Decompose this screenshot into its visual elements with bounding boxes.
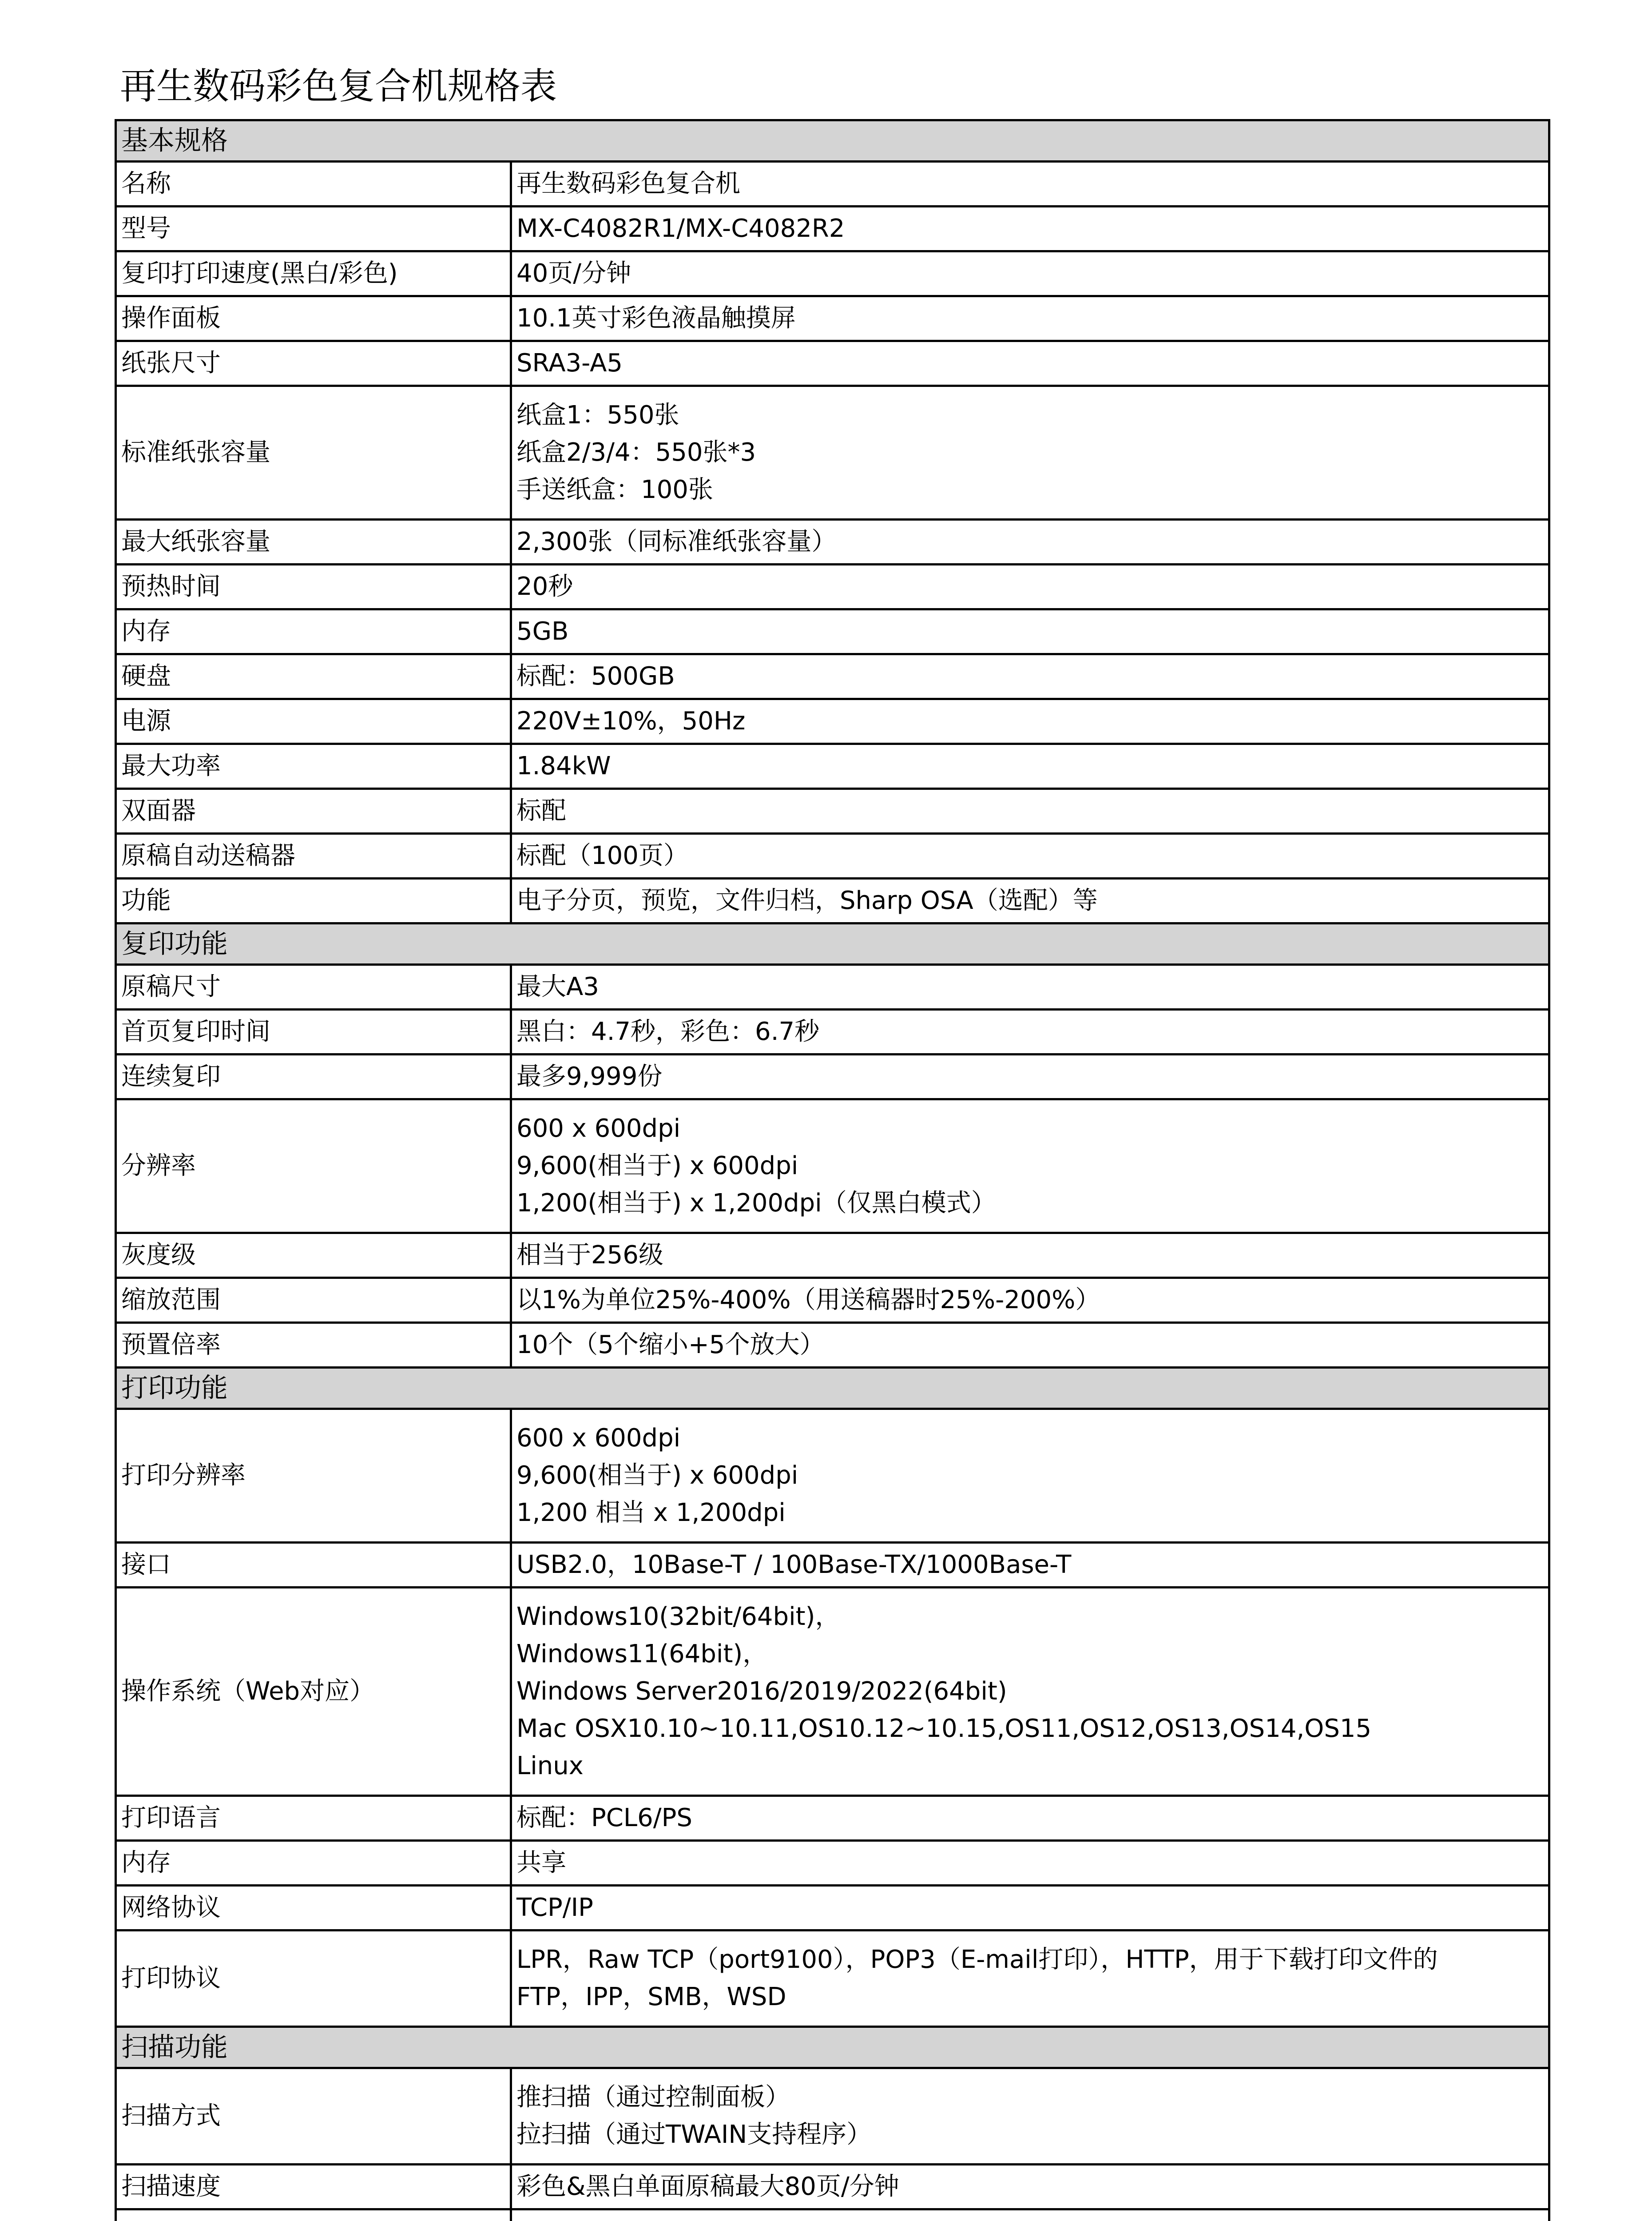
- spec-label: 网络协议: [116, 1886, 511, 1930]
- table-row: [116, 520, 1549, 565]
- spec-table: [115, 119, 1550, 2221]
- table-row: [116, 341, 1549, 386]
- table-row: [116, 789, 1549, 834]
- table-row: [116, 744, 1549, 789]
- table-row: [116, 609, 1549, 654]
- spec-label: 接口: [116, 1543, 511, 1588]
- spec-label: 型号: [116, 207, 511, 251]
- spec-value: [511, 2209, 1549, 2221]
- spec-label: 内存: [116, 1841, 511, 1886]
- spec-value: [511, 1055, 1549, 1099]
- spec-value-line: 40页/分钟: [516, 259, 631, 288]
- spec-value-line: 600 x 600dpi: [516, 1424, 681, 1453]
- section-header-row: [116, 923, 1549, 965]
- spec-value: [511, 386, 1549, 520]
- spec-value-line: 标配: [516, 796, 566, 825]
- spec-value: [511, 1796, 1549, 1841]
- table-row: [116, 2165, 1549, 2209]
- spec-value-line: 标配（100页）: [516, 841, 688, 870]
- spec-label: 原稿尺寸: [116, 965, 511, 1010]
- table-row: [116, 1409, 1549, 1543]
- spec-label: 缩放范围: [116, 1278, 511, 1323]
- table-row: [116, 1055, 1549, 1099]
- spec-label: 打印语言: [116, 1796, 511, 1841]
- spec-table-body: [116, 120, 1549, 2221]
- spec-value-line: 600 x 600dpi: [516, 1114, 681, 1143]
- spec-value-line: USB2.0，10Base-T / 100Base-TX/1000Base-T: [516, 1550, 1072, 1579]
- spec-value: [511, 879, 1549, 923]
- table-row: [116, 296, 1549, 341]
- section-heading: 复印功能: [116, 923, 1549, 965]
- spec-value-line: 1,200 相当 x 1,200dpi: [516, 1498, 786, 1527]
- spec-value-line: 相当于256级: [516, 1241, 663, 1270]
- table-row: [116, 2209, 1549, 2221]
- document-title: 再生数码彩色复合机规格表: [120, 65, 557, 107]
- spec-value: [511, 2165, 1549, 2209]
- section-heading: 打印功能: [116, 1368, 1549, 1409]
- spec-value-line: 5GB: [516, 617, 569, 646]
- table-row: [116, 1278, 1549, 1323]
- spec-value-line: 最大A3: [516, 972, 599, 1001]
- spec-label: 标准纸张容量: [116, 386, 511, 520]
- spec-label: 操作系统（Web对应）: [116, 1588, 511, 1796]
- spec-label: 打印协议: [116, 1930, 511, 2027]
- spec-value: [511, 162, 1549, 207]
- spec-value-line: Windows Server2016/2019/2022(64bit): [516, 1677, 1007, 1706]
- section-header-row: [116, 1368, 1549, 1409]
- spec-label: 预置倍率: [116, 1323, 511, 1368]
- spec-value: [511, 565, 1549, 609]
- spec-label: [116, 2209, 511, 2221]
- spec-label: 电源: [116, 699, 511, 744]
- spec-value: [511, 1543, 1549, 1588]
- spec-value-line: Linux: [516, 1751, 584, 1780]
- spec-label: 原稿自动送稿器: [116, 834, 511, 879]
- spec-label: 打印分辨率: [116, 1409, 511, 1543]
- spec-value-line: 以1%为单位25%-400%（用送稿器时25%-200%）: [516, 1286, 1100, 1314]
- spec-value: [511, 834, 1549, 879]
- spec-label: 名称: [116, 162, 511, 207]
- table-row: [116, 207, 1549, 251]
- spec-value: [511, 341, 1549, 386]
- spec-value-line: TCP/IP: [516, 1893, 593, 1922]
- table-row: [116, 1886, 1549, 1930]
- spec-value: [511, 207, 1549, 251]
- spec-value-line: 电子分页，预览，文件归档，Sharp OSA（选配）等: [516, 886, 1098, 915]
- spec-value-line: LPR，Raw TCP（port9100），POP3（E-mail打印），HTTP，用于下载打印文件的: [516, 1945, 1438, 1974]
- spec-value: [511, 520, 1549, 565]
- spec-label: 预热时间: [116, 565, 511, 609]
- spec-value-line: 220V±10%，50Hz: [516, 707, 746, 736]
- table-row: [116, 1841, 1549, 1886]
- table-row: [116, 162, 1549, 207]
- spec-value-line: MX-C4082R1/MX-C4082R2: [516, 214, 845, 243]
- spec-value: [511, 296, 1549, 341]
- spec-label: 内存: [116, 609, 511, 654]
- spec-value-line: SRA3-A5: [516, 349, 623, 378]
- section-header-row: [116, 2027, 1549, 2068]
- table-row: [116, 1930, 1549, 2027]
- spec-value: [511, 1323, 1549, 1368]
- table-row: [116, 1796, 1549, 1841]
- spec-value: [511, 2068, 1549, 2165]
- spec-label: 分辨率: [116, 1099, 511, 1233]
- table-row: [116, 251, 1549, 296]
- spec-value: [511, 609, 1549, 654]
- spec-value-line: Mac OSX10.10~10.11,OS10.12~10.15,OS11,OS12,OS13,OS14,OS15: [516, 1714, 1372, 1743]
- spec-label: 操作面板: [116, 296, 511, 341]
- spec-value-line: 1,200(相当于) x 1,200dpi（仅黑白模式）: [516, 1189, 996, 1218]
- spec-value-line: 纸盒2/3/4：550张*3: [516, 438, 756, 467]
- spec-value: [511, 1930, 1549, 2027]
- spec-value-line: FTP，IPP，SMB，WSD: [516, 1982, 786, 2011]
- table-row: [116, 1010, 1549, 1055]
- spec-label: 扫描速度: [116, 2165, 511, 2209]
- spec-value-line: 推扫描（通过控制面板）: [516, 2083, 790, 2112]
- spec-value-line: 10.1英寸彩色液晶触摸屏: [516, 304, 796, 333]
- spec-value: [511, 1010, 1549, 1055]
- spec-value-line: 9,600(相当于) x 600dpi: [516, 1151, 798, 1180]
- spec-value: [511, 1841, 1549, 1886]
- spec-value-line: 再生数码彩色复合机: [516, 169, 740, 198]
- spec-value-line: 黑白：4.7秒，彩色：6.7秒: [516, 1017, 820, 1046]
- spec-value: [511, 1099, 1549, 1233]
- spec-value: [511, 1409, 1549, 1543]
- table-row: [116, 1099, 1549, 1233]
- spec-value: [511, 965, 1549, 1010]
- spec-value-line: 彩色&黑白单面原稿最大80页/分钟: [516, 2172, 899, 2201]
- spec-value-line: 1.84kW: [516, 752, 611, 780]
- spec-value-line: Windows10(32bit/64bit)，: [516, 1602, 840, 1631]
- spec-label: 纸张尺寸: [116, 341, 511, 386]
- spec-label: 硬盘: [116, 654, 511, 699]
- table-row: [116, 699, 1549, 744]
- table-row: [116, 386, 1549, 520]
- section-heading: 扫描功能: [116, 2027, 1549, 2068]
- spec-value-line: 标配：PCL6/PS: [516, 1803, 692, 1832]
- spec-label: 功能: [116, 879, 511, 923]
- spec-value: [511, 1588, 1549, 1796]
- spec-value-line: 2,300张（同标准纸张容量）: [516, 527, 837, 556]
- spec-label: 最大纸张容量: [116, 520, 511, 565]
- spec-value-line: Windows11(64bit)，: [516, 1640, 768, 1668]
- spec-value: [511, 1233, 1549, 1278]
- spec-label: 灰度级: [116, 1233, 511, 1278]
- spec-value-line: 手送纸盒：100张: [516, 475, 713, 504]
- spec-value-line: 共享: [516, 1848, 566, 1877]
- section-header-row: [116, 120, 1549, 162]
- table-row: [116, 1323, 1549, 1368]
- spec-value: [511, 1278, 1549, 1323]
- spec-value-line: 9,600(相当于) x 600dpi: [516, 1461, 798, 1490]
- spec-label: 连续复印: [116, 1055, 511, 1099]
- spec-value-line: 10个（5个缩小+5个放大）: [516, 1330, 825, 1359]
- spec-value-line: 20秒: [516, 572, 573, 601]
- spec-value: [511, 789, 1549, 834]
- spec-label: 扫描方式: [116, 2068, 511, 2165]
- table-row: [116, 1588, 1549, 1796]
- spec-value: [511, 1886, 1549, 1930]
- section-heading: 基本规格: [116, 120, 1549, 162]
- table-row: [116, 654, 1549, 699]
- spec-value: [511, 251, 1549, 296]
- spec-value: [511, 699, 1549, 744]
- table-row: [116, 834, 1549, 879]
- spec-label: 最大功率: [116, 744, 511, 789]
- spec-label: 双面器: [116, 789, 511, 834]
- table-row: [116, 1233, 1549, 1278]
- table-row: [116, 965, 1549, 1010]
- spec-value-line: 纸盒1：550张: [516, 401, 679, 430]
- table-row: [116, 2068, 1549, 2165]
- spec-label: 首页复印时间: [116, 1010, 511, 1055]
- table-row: [116, 1543, 1549, 1588]
- spec-label: 复印打印速度(黑白/彩色): [116, 251, 511, 296]
- table-row: [116, 565, 1549, 609]
- spec-value: [511, 654, 1549, 699]
- spec-value-line: 最多9,999份: [516, 1062, 663, 1091]
- table-row: [116, 879, 1549, 923]
- spec-value: [511, 744, 1549, 789]
- spec-value-line: 拉扫描（通过TWAIN支持程序）: [516, 2120, 872, 2149]
- spec-value-line: 标配：500GB: [516, 662, 675, 691]
